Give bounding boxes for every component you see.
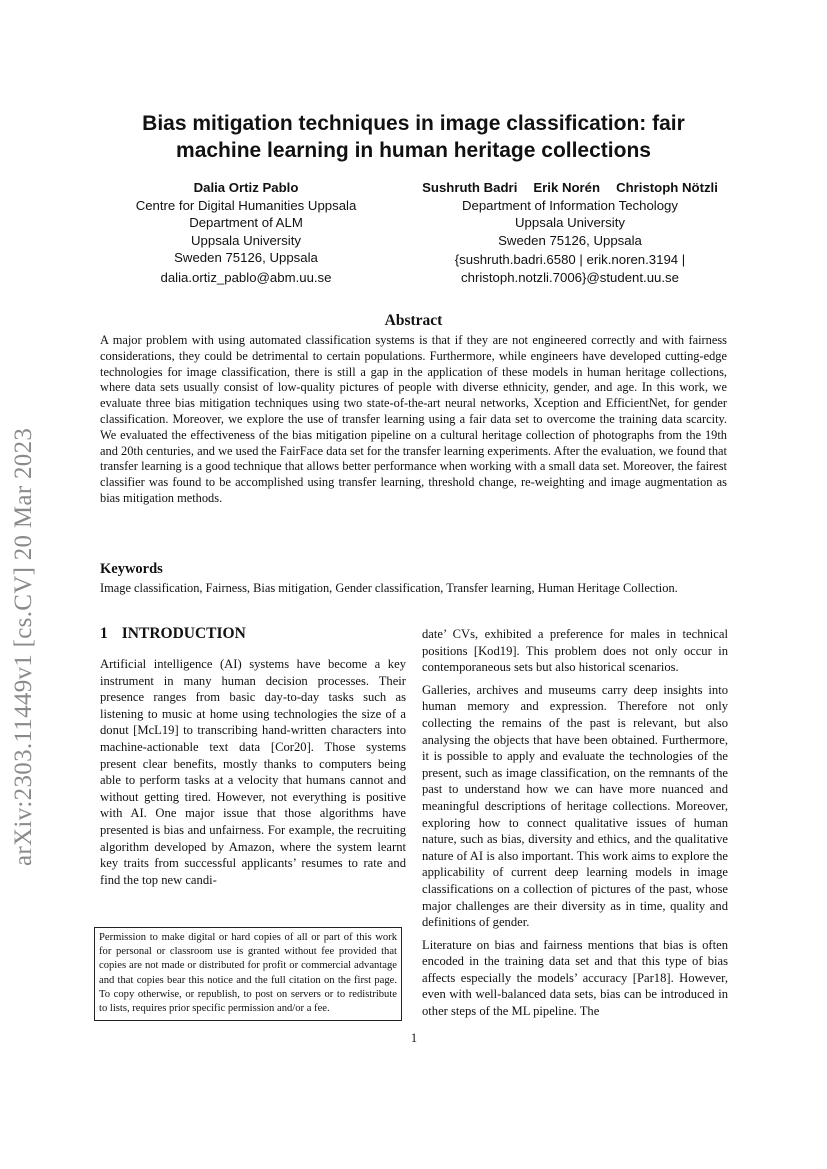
affiliation-line: Sweden 75126, Uppsala <box>174 250 318 265</box>
affiliation-line: Uppsala University <box>515 215 625 230</box>
body-paragraph: Galleries, archives and museums carry deep insights into human memory and expression. Therefore not only collecting the remains of the past is relevant, but also analysing the objects that have been obtained. Furthermore, it is possible to apply and evaluate the technologies of the present, such as image classification, on the remnants of the past to understand how we can have more nuanced and meaningful descriptions of heritage collections. Moreover, exploring how to connect qualitative issues of human nature, such as bias, diversity and ethics, and the qualitative nature of AI is also important. This work aims to explore the applicability of current deep learning models in image classifications on a collection of pictures of the past, whose major challenges are their diversity as in time, quality and definitions of gender. <box>422 682 728 930</box>
author-names <box>410 179 730 197</box>
affiliation-line: Department of ALM <box>189 215 303 230</box>
author-block-left <box>100 179 392 286</box>
author-email: dalia.ortiz_pablo@abm.uu.se <box>160 269 332 285</box>
body-paragraph: Literature on bias and fairness mentions that bias is often encoded in the training data set and that this type of bias affects especially the models’ accuracy [Par18]. However, even with well-balanced data sets, bias can be introduced in other steps of the ML pipeline. The <box>422 937 728 1019</box>
permission-notice-box <box>94 927 402 1021</box>
section-title: INTRODUCTION <box>121 625 246 642</box>
permission-notice: Permission to make digital or hard copies of all or part of this work for personal or classroom use is granted without fee provided that copies are not made or distributed for profit or commercial advantage and that copies bear this notice and the full citation on the first page. To copy otherwise, or republish, to post on servers or to redistribute to lists, requires prior specific permission and/or a fee. <box>99 932 397 1015</box>
author-name: Erik Norén <box>533 180 601 195</box>
affiliation-line: Sweden 75126, Uppsala <box>498 232 642 248</box>
keywords-text: Image classification, Fairness, Bias mitigation, Gender classification, Transfer learning, Human Heritage Collection. <box>100 581 678 595</box>
title-line-2: machine learning in human heritage collections <box>176 139 651 162</box>
paper-title <box>100 110 727 164</box>
keywords-heading: Keywords <box>100 561 163 577</box>
author-name: Dalia Ortiz Pablo <box>193 180 299 195</box>
section-number: 1 <box>100 625 108 642</box>
abstract-heading: Abstract <box>384 312 443 329</box>
author-email: christoph.notzli.7006}@student.uu.se <box>461 269 679 285</box>
right-column <box>422 626 728 1020</box>
author-name: Christoph Nötzli <box>616 180 718 195</box>
author-block-right <box>410 179 730 286</box>
affiliation-line: Uppsala University <box>191 232 301 248</box>
title-line-1: Bias mitigation techniques in image classification: fair <box>142 112 685 135</box>
left-column <box>100 624 406 888</box>
affiliation-line: Centre for Digital Humanities Uppsala <box>135 197 357 213</box>
affiliation-line: Department of Information Techology <box>461 197 678 213</box>
body-paragraph: Artificial intelligence (AI) systems have become a key instrument in many human decision processes. Their presence ranges from basic day-to-day tasks such as listening to music at home using technologies the size of a donut [McL19] to transcribing hand-written characters into machine-actionable text data [Cor20]. Those systems present clear benefits, mostly thanks to computers being able to perform tasks at a velocity that humans cannot and without getting tired. However, not everything is positive with AI. One major issue that those algorithms have presented is bias and unfairness. For example, the recruiting algorithm developed by Amazon, where the system learnt key traits from successful applicants’ resumes to rate and find the top new candi- <box>100 657 406 887</box>
author-name: Sushruth Badri <box>422 180 518 195</box>
abstract-text: A major problem with using automated classification systems is that if they are not engineered correctly and with fairness considerations, they could be detrimental to certain populations. Furthermore, while engineers have developed cutting-edge technologies for image classification, there is still a gap in the application of these models in human heritage collections, where data sets usually consist of low-quality pictures of people with diverse ethnicity, gender, and age. In this work, we evaluate three bias mitigation techniques using two state-of-the-art neural networks, Xception and EfficientNet, for gender classification. Moreover, we explore the use of transfer learning using a fair data set to overcome the training data scarcity. We evaluated the effectiveness of the bias mitigation pipeline on a cultural heritage collection of photographs from the 19th and 20th centuries, and we used the FairFace data set for the transfer learning experiments. After the evaluation, we found that transfer learning is a good technique that allows better performance when working with a small data set. Moreover, the fairest classifier was found to be accomplished using transfer learning, threshold change, re-weighting and image augmentation as bias mitigation methods. <box>100 333 727 505</box>
section-heading <box>100 624 406 644</box>
body-paragraph: date’ CVs, exhibited a preference for males in technical positions [Kod19]. This problem does not only occur in contemporaneous sets but also historical scenarios. <box>422 627 728 675</box>
arxiv-stamp: arXiv:2303.11449v1 [cs.CV] 20 Mar 2023 <box>10 427 37 866</box>
page-number: 1 <box>410 1031 418 1045</box>
author-email: {sushruth.badri.6580 | erik.noren.3194 | <box>454 252 686 267</box>
